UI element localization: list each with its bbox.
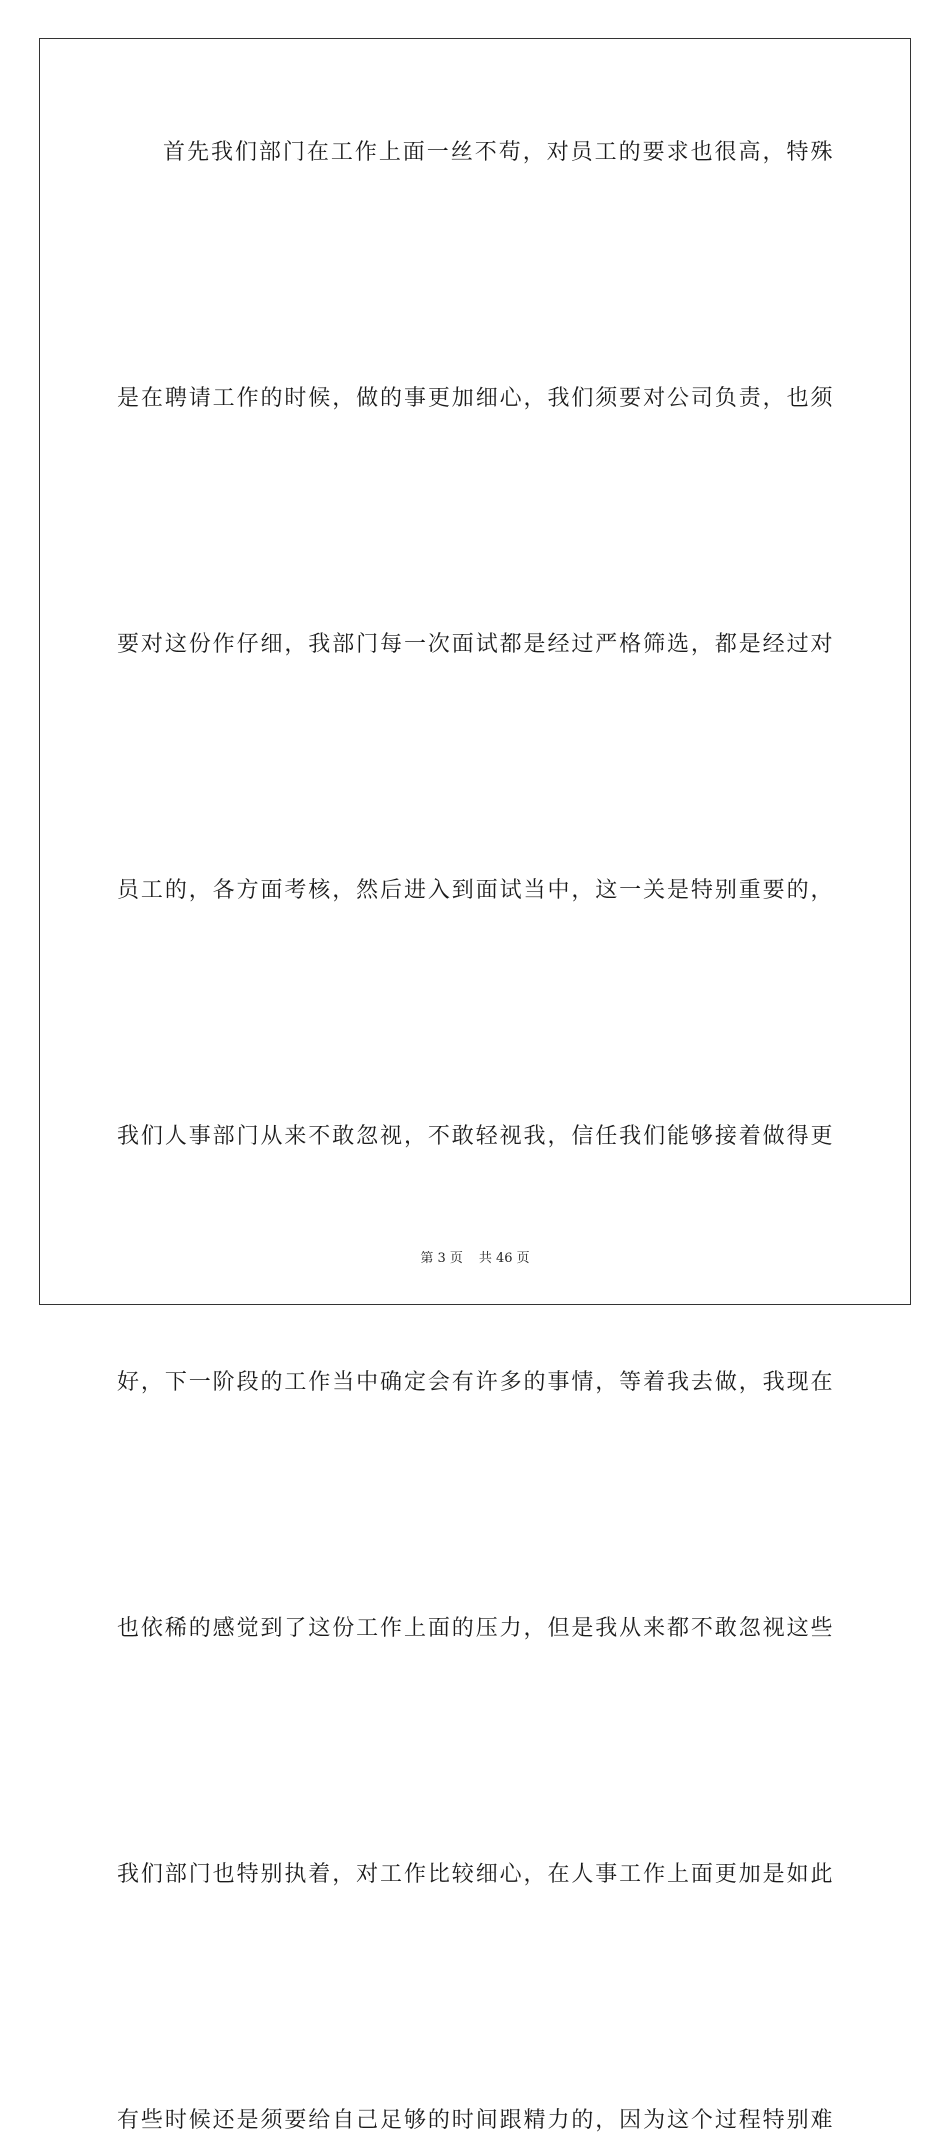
page-total: 共 46 页 — [478, 1251, 530, 1266]
paragraph-line: 也依稀的感觉到了这份工作上面的压力，但是我从来都不敢忽视这些 — [117, 1616, 833, 1641]
paragraph-line: 我们部门也特别执着，对工作比较细心，在人事工作上面更加是如此 — [117, 1862, 833, 1887]
page-footer — [0, 1247, 950, 1266]
paragraph-line: 是在聘请工作的时候，做的事更加细心，我们须要对公司负责，也须 — [117, 386, 833, 411]
paragraph-line: 员工的，各方面考核，然后进入到面试当中，这一关是特别重要的， — [117, 878, 833, 903]
paragraph-line: 我们人事部门从来不敢忽视，不敢轻视我，信任我们能够接着做得更 — [117, 1124, 833, 1149]
document-body — [117, 128, 833, 2145]
paragraph-line: 首先我们部门在工作上面一丝不苟，对员工的要求也很高，特殊 — [163, 140, 833, 165]
paragraph-line: 要对这份作仔细，我部门每一次面试都是经过严格筛选，都是经过对 — [117, 632, 833, 657]
paragraph-line: 有些时候还是须要给自己足够的时间跟精力的，因为这个过程特别难 — [117, 2108, 833, 2133]
page-number: 第 3 页 — [420, 1251, 463, 1266]
paragraph-line: 好，下一阶段的工作当中确定会有许多的事情，等着我去做，我现在 — [117, 1370, 833, 1395]
